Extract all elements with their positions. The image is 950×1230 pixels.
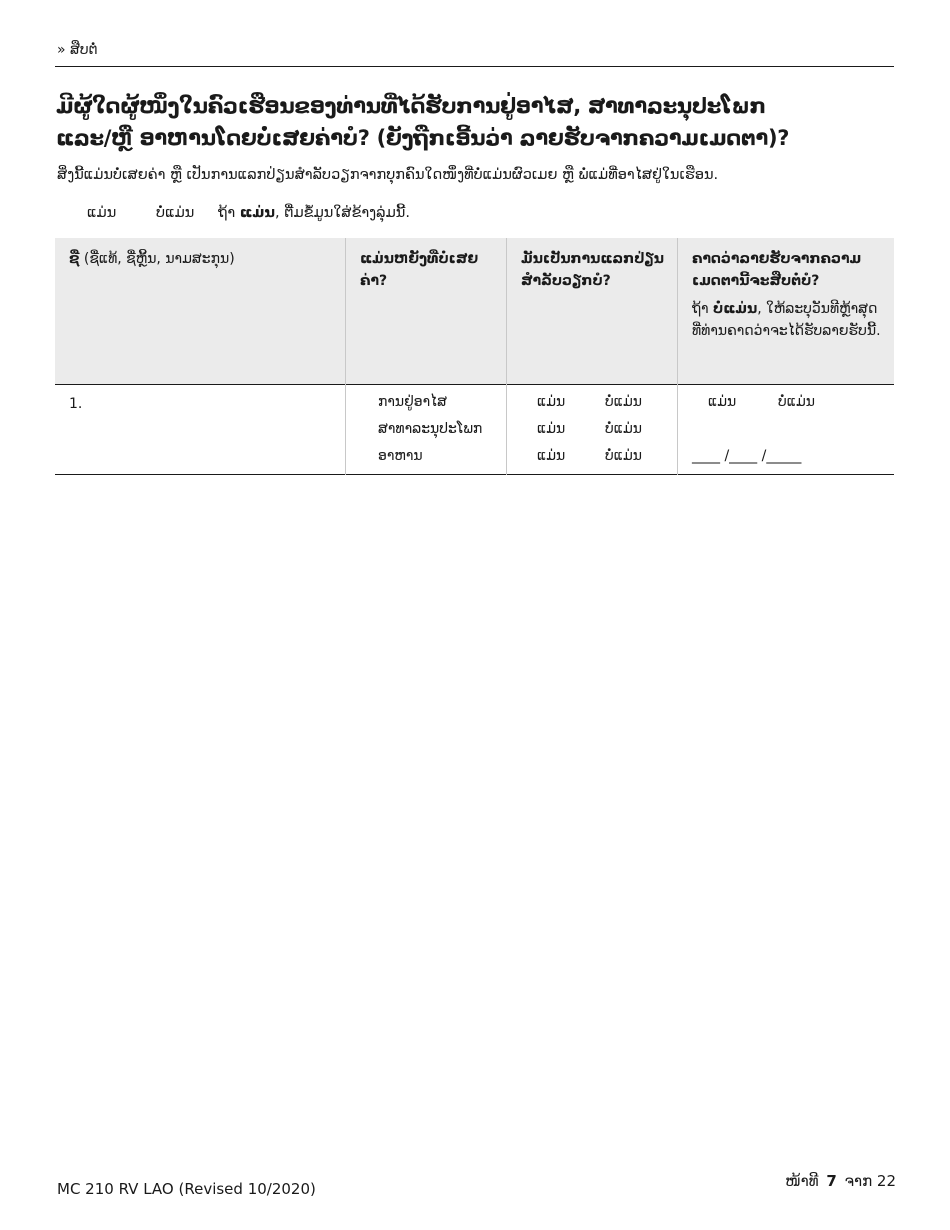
total-pages: 22	[876, 1172, 896, 1190]
page-indicator	[785, 1172, 896, 1190]
continue-yes[interactable]: ແມ່ນ	[708, 394, 737, 410]
answer-no-option[interactable]: ບໍ່ແມ່ນ	[156, 205, 195, 221]
exchange-housing-yes[interactable]: ແມ່ນ	[537, 394, 566, 410]
answer-options	[87, 205, 410, 221]
resource-utilities[interactable]: ສາທາລະນຸປະໂພກ	[378, 421, 483, 437]
question-subtext: ສິ່ງນີ້ແມ່ນບໍ່ເສຍຄ່າ ຫຼື ເປັນການແລກປ່ຽນສໍາລັບວຽກຈາກບຸກຄົນໃດໜຶ່ງທີ່ບໍ່ແມ່ນຜົວເມຍ ຫຼື ພໍ່ແມ່ທີ່ອາໄສຢູ່ໃນເຮືອນ.	[57, 167, 719, 183]
page-label: ໜ້າທີ	[785, 1172, 819, 1190]
header-expected-note: ຖ້າ ບໍ່ແມ່ນ, ໃຫ້ລະບຸວັນທີຫຼ້າສຸດທີ່ທ່ານຄາດວ່າຈະໄດ້ຮັບລາຍຮັບນີ້.	[692, 301, 881, 339]
resource-housing[interactable]: ການຢູ່ອາໄສ	[378, 394, 447, 410]
row-number: 1.	[69, 396, 83, 412]
header-expected-continue: ຄາດວ່າລາຍຮັບຈາກຄວາມເມດຕານີ້ຈະສືບຕໍ່ບໍ? ຖ້າ ບໍ່ແມ່ນ, ໃຫ້ລະບຸວັນທີຫຼ້າສຸດທີ່ທ່ານຄາດວ່າຈະໄດ້ຮັບລາຍຮັບນີ້.	[678, 238, 895, 385]
page-number: 7	[826, 1172, 837, 1190]
exchange-food	[521, 443, 665, 470]
exchange-utilities-no[interactable]: ບໍ່ແມ່ນ	[605, 421, 642, 437]
row-resource-cell	[346, 385, 507, 475]
exchange-food-no[interactable]: ບໍ່ແມ່ນ	[605, 448, 642, 464]
header-what-free: ແມ່ນຫຍັງທີ່ບໍ່ເສຍຄ່າ?	[346, 238, 507, 385]
continue-options	[692, 389, 882, 416]
end-date-field[interactable]: ____ /____ /_____	[692, 448, 802, 464]
row-name-cell[interactable]	[55, 385, 346, 475]
answer-yes-option[interactable]: ແມ່ນ	[87, 205, 117, 221]
exchange-housing	[521, 389, 665, 416]
table-row	[55, 385, 894, 475]
table-header-row	[55, 238, 894, 385]
heading-line-2: ແລະ/ຫຼື ອາຫານໂດຍບໍ່ເສຍຄ່າບໍ? (ຍັງຖືກເອີ້ນວ່າ ລາຍຮັບຈາກຄວາມເມດຕາ)?	[56, 126, 790, 150]
row-exchange-cell	[507, 385, 678, 475]
form-id: MC 210 RV LAO (Revised 10/2020)	[57, 1180, 316, 1198]
heading-line-1: ມີຜູ້ໃດຜູ້ໜຶ່ງໃນຄົວເຮືອນຂອງທ່ານທີ່ໄດ້ຮັບການຢູ່ອາໄສ, ສາທາລະນຸປະໂພກ	[56, 94, 766, 118]
header-exchange-work: ມັນເປັນການແລກປ່ຽນສໍາລັບວຽກບໍ?	[507, 238, 678, 385]
top-divider	[55, 66, 894, 67]
continue-no[interactable]: ບໍ່ແມ່ນ	[778, 394, 815, 410]
continued-label: » ສືບຕໍ່	[57, 42, 98, 58]
exchange-food-yes[interactable]: ແມ່ນ	[537, 448, 566, 464]
exchange-utilities	[521, 416, 665, 443]
question-heading	[56, 90, 896, 154]
of-label: ຈາກ	[844, 1172, 873, 1190]
free-resources-table	[55, 238, 894, 475]
resource-food[interactable]: ອາຫານ	[378, 448, 423, 464]
answer-instruction: ຖ້າ ແມ່ນ, ຕື່ມຂໍ້ມູນໃສ່ຂ້າງລຸ່ມນີ້.	[218, 205, 410, 221]
exchange-utilities-yes[interactable]: ແມ່ນ	[537, 421, 566, 437]
header-name: ຊື່ (ຊື່ແທ້, ຊື່ຫຼິ້ນ, ນາມສະກຸນ)	[55, 238, 346, 385]
exchange-housing-no[interactable]: ບໍ່ແມ່ນ	[605, 394, 642, 410]
row-continue-cell	[678, 385, 895, 475]
